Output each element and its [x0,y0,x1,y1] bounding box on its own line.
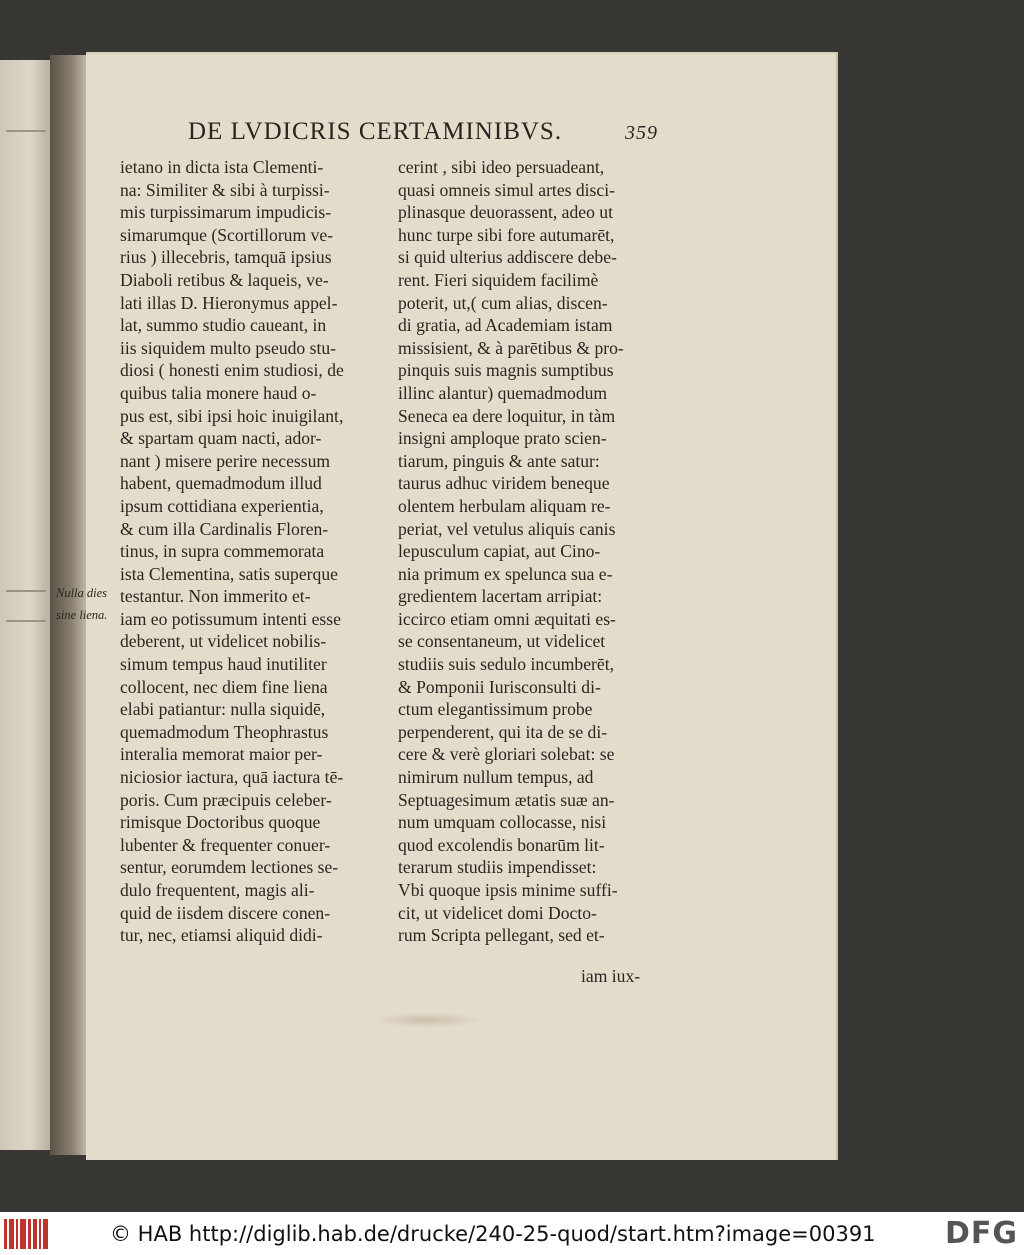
text-line: cit, ut videlicet domi Docto- [398,902,597,923]
text-line: Vbi quoque ipsis minime suffi- [398,880,618,900]
text-line: hunc turpe sibi fore autumarēt, [398,224,615,245]
text-line: ietano in dicta ista Clementi- [120,157,324,177]
previous-page-edge [0,60,50,1150]
text-line: poris. Cum præcipuis celeber- [120,789,332,810]
text-line: nant ) misere perire necessum [120,450,331,471]
text-line: studiis suis sedulo incumberēt, [398,654,614,675]
hab-barcode-icon [4,1219,52,1249]
text-line: deberent, ut videlicet nobilis- [120,631,327,652]
text-line: missisient, & à parētibus & pro- [398,337,624,358]
text-line: simum tempus haud inutiliter [120,654,327,675]
text-line: tur, nec, etiamsi aliquid didi- [120,925,323,946]
text-line: diosi ( honesti enim studiosi, de [120,360,344,381]
text-line: tinus, in supra commemorata [120,541,325,562]
text-line: habent, quemadmodum illud [120,473,322,494]
text-line: pinquis suis magnis sumptibus [398,360,614,381]
text-line: testantur. Non immerito et- [120,586,311,607]
text-line: lati illas D. Hieronymus appel- [120,292,338,313]
page-number: 359 [625,122,658,144]
running-title: DE LVDICRIS CERTAMINIBVS. [188,118,563,145]
marginal-note-line: Nulla dies [56,586,108,600]
text-line: olentem herbulam aliquam re- [398,495,611,516]
text-line: ipsum cottidiana experientia, [120,495,324,516]
text-line: interalia memorat maior per- [120,744,323,765]
text-line: pus est, sibi ipsi hoic inuigilant, [120,405,344,426]
text-line: & cum illa Cardinalis Floren- [120,518,329,539]
previous-page-mark [6,590,46,592]
text-line: & spartam quam nacti, ador- [120,428,322,449]
dfg-logo: DFG [944,1216,1018,1251]
text-line: si quid ulterius addiscere debe- [398,247,617,268]
text-line: lubenter & frequenter conuer- [120,834,331,855]
text-line: sentur, eorumdem lectiones se- [120,857,339,878]
text-line: nia primum ex spelunca sua e- [398,563,613,584]
text-line: poterit, ut,( cum alias, discen- [398,292,608,313]
text-line: lepusculum capiat, aut Cino- [398,541,601,562]
footer-bar [0,1212,1024,1255]
marginal-note-line: sine liena. [56,608,108,622]
text-line: ista Clementina, satis superque [120,563,338,584]
previous-page-mark [6,620,46,622]
text-line: quod excolendis bonarūm lit- [398,834,605,855]
text-line: collocent, nec diem fine liena [120,676,328,697]
marginal-note [56,582,126,626]
text-line: na: Similiter & sibi à turpissi- [120,179,330,200]
text-line: cere & verè gloriari solebat: se [398,744,615,765]
catchword: iam iux- [581,966,641,986]
text-line: ctum elegantissimum probe [398,699,593,720]
text-line: quibus talia monere haud o- [120,382,317,403]
text-line: perpenderent, qui ita de se di- [398,721,608,742]
text-line: Septuagesimum ætatis suæ an- [398,789,615,810]
text-line: rum Scripta pellegant, sed et- [398,925,605,946]
running-head [188,118,658,154]
text-line: gredientem lacertam arripiat: [398,586,603,607]
text-line: lat, summo studio caueant, in [120,315,327,336]
text-column-right [398,156,660,947]
text-line: elabi patiantur: nulla siquidē, [120,699,326,720]
text-line: rimisque Doctoribus quoque [120,812,321,833]
text-line: nimirum nullum tempus, ad [398,767,594,788]
ink-smudge [372,1012,482,1028]
text-line: quid de iisdem discere conen- [120,902,331,923]
text-line: quemadmodum Theophrastus [120,721,329,742]
text-line: taurus adhuc viridem beneque [398,473,610,494]
text-line: Diaboli retibus & laqueis, ve- [120,269,329,290]
text-line: dulo frequentent, magis ali- [120,880,315,900]
text-line: Seneca ea dere loquitur, in tàm [398,405,616,426]
text-line: illinc alantur) quemadmodum [398,382,608,403]
text-line: di gratia, ad Academiam istam [398,315,613,336]
text-line: plinasque deuorassent, adeo ut [398,202,613,223]
text-line: iis siquidem multo pseudo stu- [120,337,337,358]
text-line: iam eo potissumum intenti esse [120,608,341,629]
text-line: tiarum, pinguis & ante satur: [398,450,600,471]
text-line: niciosior iactura, quā iactura tē- [120,767,344,788]
text-line: terarum studiis impendisset: [398,857,597,878]
citation-text[interactable]: © HAB http://diglib.hab.de/drucke/240-25-quod/start.htm?image=00391 [110,1221,876,1246]
text-column-left [120,156,392,947]
text-line: rent. Fieri siquidem facilimè [398,269,599,290]
text-line: num umquam collocasse, nisi [398,812,607,833]
text-line: simarumque (Scortillorum ve- [120,224,334,245]
text-line: mis turpissimarum impudicis- [120,202,332,223]
text-line: periat, vel vetulus aliquis canis [398,518,616,539]
text-line: quasi omneis simul artes disci- [398,179,615,200]
text-line: cerint , sibi ideo persuadeant, [398,157,605,177]
text-line: iccirco etiam omni æquitati es- [398,608,616,629]
text-line: insigni amploque prato scien- [398,428,607,449]
previous-page-mark [6,130,46,132]
text-line: se consentaneum, ut videlicet [398,631,606,652]
text-line: & Pomponii Iurisconsulti di- [398,676,601,697]
text-line: rius ) illecebris, tamquā ipsius [120,247,332,268]
